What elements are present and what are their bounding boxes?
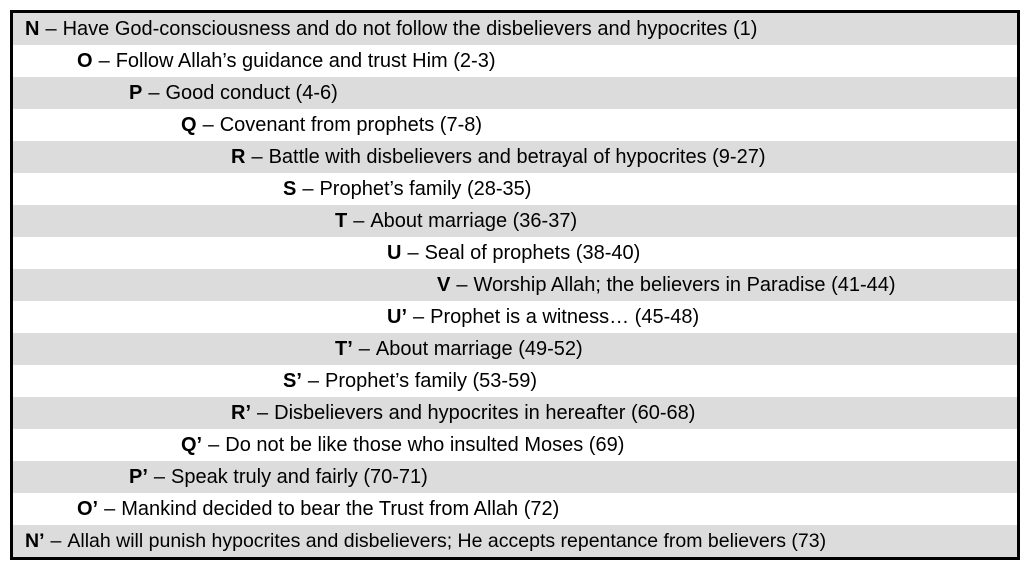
row-text: About marriage (36-37)	[370, 209, 578, 232]
row-key: U’	[387, 305, 407, 328]
row-separator: –	[413, 305, 425, 328]
chiasm-row-t	[13, 205, 1017, 237]
row-separator: –	[302, 177, 314, 200]
row-separator: –	[104, 497, 116, 520]
row-text: Prophet is a witness… (45-48)	[430, 305, 700, 328]
row-separator: –	[208, 433, 220, 456]
chiasm-row-v-center	[13, 269, 1017, 301]
row-text: Follow Allah’s guidance and trust Him (2-3)	[115, 49, 496, 72]
chiasm-row-n	[13, 13, 1017, 45]
row-text: Battle with disbelievers and betrayal of hypocrites (9-27)	[268, 145, 766, 168]
row-text: Allah will punish hypocrites and disbelievers; He accepts repentance from believers (73)	[67, 529, 827, 552]
row-separator: –	[307, 369, 320, 392]
row-key: Q	[181, 113, 197, 136]
row-text: Good conduct (4-6)	[165, 81, 338, 104]
row-text: Covenant from prophets (7-8)	[219, 113, 483, 136]
chiasm-row-u-prime	[13, 301, 1017, 333]
row-text: About marriage (49-52)	[375, 337, 583, 360]
row-key: U	[387, 241, 402, 264]
chiasm-row-t-prime	[13, 333, 1017, 365]
row-key: N	[25, 17, 40, 40]
row-text: Seal of prophets (38-40)	[424, 241, 641, 264]
row-separator: –	[407, 241, 419, 264]
row-text: Prophet’s family (28-35)	[319, 177, 532, 200]
row-key: S	[283, 177, 297, 200]
row-separator: –	[45, 17, 57, 40]
row-separator: –	[153, 465, 166, 488]
row-text: Do not be like those who insulted Moses (69)	[225, 433, 625, 456]
row-key: R’	[231, 401, 251, 424]
row-text: Have God-consciousness and do not follow the disbelievers and hypocrites (1)	[62, 17, 758, 40]
chiasm-row-q	[13, 109, 1017, 141]
row-separator: –	[358, 337, 370, 360]
row-key: Q’	[181, 433, 203, 456]
row-key: P	[129, 81, 143, 104]
row-text: Disbelievers and hypocrites in hereafter (60-68)	[274, 401, 696, 424]
chiasm-structure-table	[10, 10, 1020, 560]
row-key: O	[77, 49, 93, 72]
chiasm-row-p-prime	[13, 461, 1017, 493]
row-separator: –	[251, 145, 263, 168]
row-separator: –	[257, 401, 269, 424]
row-key: V	[437, 273, 451, 296]
chiasm-row-u	[13, 237, 1017, 269]
row-separator: –	[202, 113, 214, 136]
chiasm-row-n-prime	[13, 525, 1017, 557]
row-text: Speak truly and fairly (70-71)	[171, 465, 428, 488]
row-key: T	[335, 209, 348, 232]
row-key: S’	[283, 369, 302, 392]
row-separator: –	[456, 273, 468, 296]
chiasm-row-s	[13, 173, 1017, 205]
row-key: P’	[129, 465, 148, 488]
chiasm-row-p	[13, 77, 1017, 109]
row-key: R	[231, 145, 246, 168]
row-separator: –	[50, 529, 62, 552]
chiasm-row-o	[13, 45, 1017, 77]
chiasm-row-r	[13, 141, 1017, 173]
row-key: T’	[335, 337, 353, 360]
row-separator: –	[98, 49, 110, 72]
row-key: O’	[77, 497, 99, 520]
chiasm-row-s-prime	[13, 365, 1017, 397]
row-text: Prophet’s family (53-59)	[325, 369, 537, 392]
chiasm-row-r-prime	[13, 397, 1017, 429]
row-key: N’	[25, 529, 45, 552]
chiasm-row-o-prime	[13, 493, 1017, 525]
chiasm-row-q-prime	[13, 429, 1017, 461]
row-separator: –	[353, 209, 365, 232]
row-separator: –	[148, 81, 160, 104]
row-text: Worship Allah; the believers in Paradise (41-44)	[473, 273, 896, 296]
row-text: Mankind decided to bear the Trust from Allah (72)	[121, 497, 560, 520]
